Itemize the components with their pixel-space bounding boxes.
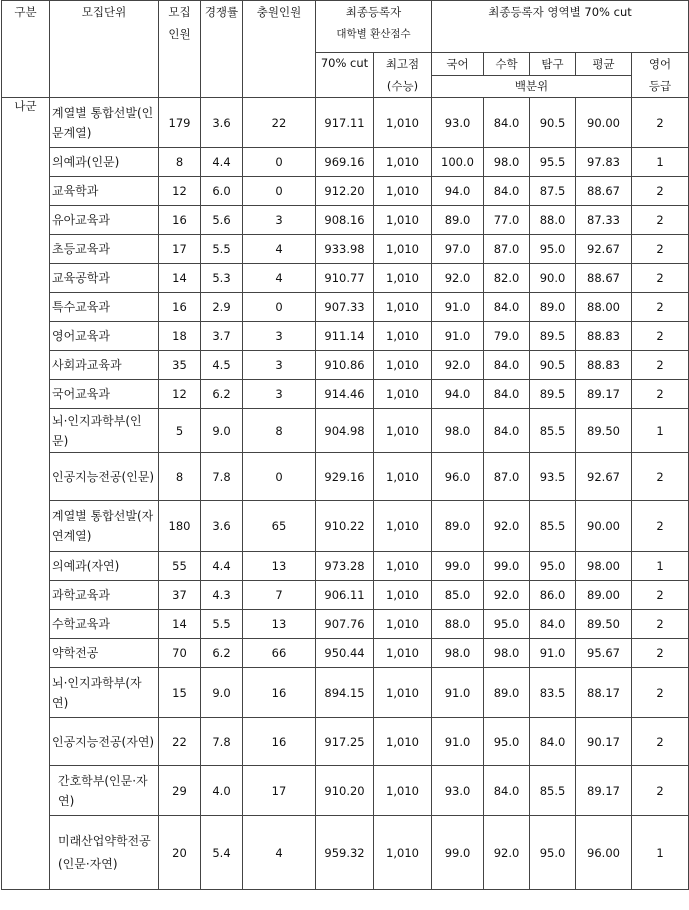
table-row: [2, 98, 689, 148]
math-cell: 92.0: [484, 501, 530, 552]
cut70-cell: 959.32: [316, 816, 374, 890]
table-row: [2, 235, 689, 264]
english-cell: 2: [632, 453, 689, 501]
table-row: [2, 668, 689, 718]
inquiry-cell: 91.0: [530, 639, 576, 668]
additional-cell: 3: [243, 380, 316, 409]
quota-cell: 8: [159, 453, 201, 501]
additional-cell: 16: [243, 668, 316, 718]
table-row: [2, 380, 689, 409]
competition-cell: 4.4: [201, 552, 243, 581]
table-row: [2, 351, 689, 380]
quota-cell: 179: [159, 98, 201, 148]
math-cell: 82.0: [484, 264, 530, 293]
unit-name: 의예과(인문): [50, 148, 159, 177]
additional-cell: 7: [243, 581, 316, 610]
average-cell: 90.00: [576, 98, 632, 148]
header-average: 평균: [576, 53, 632, 76]
quota-cell: 12: [159, 380, 201, 409]
unit-name: 뇌·인지과학부(자연): [50, 668, 159, 718]
inquiry-cell: 90.5: [530, 98, 576, 148]
max-cell: 1,010: [374, 322, 432, 351]
average-cell: 88.83: [576, 322, 632, 351]
inquiry-cell: 95.0: [530, 816, 576, 890]
average-cell: 88.67: [576, 264, 632, 293]
unit-name: 특수교육과: [50, 293, 159, 322]
english-cell: 2: [632, 322, 689, 351]
korean-cell: 91.0: [432, 293, 484, 322]
additional-cell: 0: [243, 293, 316, 322]
table-row: [2, 322, 689, 351]
cut70-cell: 911.14: [316, 322, 374, 351]
average-cell: 97.83: [576, 148, 632, 177]
header-competition: 경쟁률: [201, 1, 243, 98]
header-group: 구분: [2, 1, 50, 98]
average-cell: 88.17: [576, 668, 632, 718]
inquiry-cell: 95.0: [530, 235, 576, 264]
group-label: 나군: [2, 98, 50, 890]
competition-cell: 6.0: [201, 177, 243, 206]
competition-cell: 5.3: [201, 264, 243, 293]
korean-cell: 93.0: [432, 98, 484, 148]
unit-name: 유아교육과: [50, 206, 159, 235]
korean-cell: 100.0: [432, 148, 484, 177]
unit-name: 국어교육과: [50, 380, 159, 409]
quota-cell: 18: [159, 322, 201, 351]
header-final-score: 최종등록자 대학별 환산점수: [316, 1, 432, 53]
header-final-area: 최종등록자 영역별 70% cut: [432, 1, 689, 53]
competition-cell: 5.6: [201, 206, 243, 235]
header-row-1: [2, 1, 689, 53]
cut70-cell: 914.46: [316, 380, 374, 409]
english-cell: 1: [632, 552, 689, 581]
table-row: [2, 639, 689, 668]
competition-cell: 6.2: [201, 639, 243, 668]
unit-name: 사회과교육과: [50, 351, 159, 380]
additional-cell: 17: [243, 766, 316, 816]
english-cell: 2: [632, 668, 689, 718]
header-cut70: 70% cut: [316, 53, 374, 98]
inquiry-cell: 93.5: [530, 453, 576, 501]
average-cell: 90.17: [576, 718, 632, 766]
quota-cell: 8: [159, 148, 201, 177]
english-cell: 1: [632, 409, 689, 453]
header-english: 영어 등급: [632, 53, 689, 98]
header-math: 수학: [484, 53, 530, 76]
additional-cell: 4: [243, 816, 316, 890]
cut70-cell: 910.20: [316, 766, 374, 816]
english-cell: 2: [632, 293, 689, 322]
quota-cell: 14: [159, 264, 201, 293]
english-cell: 2: [632, 639, 689, 668]
cut70-cell: 973.28: [316, 552, 374, 581]
average-cell: 89.17: [576, 380, 632, 409]
competition-cell: 3.6: [201, 98, 243, 148]
competition-cell: 7.8: [201, 453, 243, 501]
cut70-cell: 908.16: [316, 206, 374, 235]
unit-name: 수학교육과: [50, 610, 159, 639]
math-cell: 84.0: [484, 293, 530, 322]
unit-name: 초등교육과: [50, 235, 159, 264]
korean-cell: 96.0: [432, 453, 484, 501]
cut70-cell: 950.44: [316, 639, 374, 668]
math-cell: 84.0: [484, 409, 530, 453]
quota-cell: 22: [159, 718, 201, 766]
inquiry-cell: 90.0: [530, 264, 576, 293]
competition-cell: 2.9: [201, 293, 243, 322]
korean-cell: 97.0: [432, 235, 484, 264]
inquiry-cell: 90.5: [530, 351, 576, 380]
average-cell: 89.50: [576, 610, 632, 639]
inquiry-cell: 95.0: [530, 552, 576, 581]
math-cell: 84.0: [484, 380, 530, 409]
max-cell: 1,010: [374, 293, 432, 322]
math-cell: 95.0: [484, 610, 530, 639]
cut70-cell: 904.98: [316, 409, 374, 453]
cut70-cell: 906.11: [316, 581, 374, 610]
unit-name: 계열별 통합선발(인문계열): [50, 98, 159, 148]
korean-cell: 94.0: [432, 177, 484, 206]
korean-cell: 88.0: [432, 610, 484, 639]
table-row: [2, 206, 689, 235]
inquiry-cell: 85.5: [530, 501, 576, 552]
inquiry-cell: 85.5: [530, 409, 576, 453]
english-cell: 2: [632, 351, 689, 380]
header-korean: 국어: [432, 53, 484, 76]
additional-cell: 0: [243, 177, 316, 206]
inquiry-cell: 84.0: [530, 610, 576, 639]
table-row: [2, 148, 689, 177]
competition-cell: 3.6: [201, 501, 243, 552]
math-cell: 84.0: [484, 766, 530, 816]
cut70-cell: 929.16: [316, 453, 374, 501]
average-cell: 88.83: [576, 351, 632, 380]
quota-cell: 70: [159, 639, 201, 668]
max-cell: 1,010: [374, 380, 432, 409]
competition-cell: 6.2: [201, 380, 243, 409]
header-inquiry: 탐구: [530, 53, 576, 76]
table-row: [2, 610, 689, 639]
additional-cell: 0: [243, 148, 316, 177]
korean-cell: 89.0: [432, 206, 484, 235]
korean-cell: 91.0: [432, 322, 484, 351]
max-cell: 1,010: [374, 453, 432, 501]
english-cell: 2: [632, 177, 689, 206]
english-cell: 2: [632, 766, 689, 816]
english-cell: 2: [632, 718, 689, 766]
math-cell: 87.0: [484, 453, 530, 501]
korean-cell: 92.0: [432, 351, 484, 380]
unit-name: 계열별 통합선발(자연계열): [50, 501, 159, 552]
max-cell: 1,010: [374, 639, 432, 668]
max-cell: 1,010: [374, 501, 432, 552]
max-cell: 1,010: [374, 177, 432, 206]
math-cell: 99.0: [484, 552, 530, 581]
math-cell: 92.0: [484, 816, 530, 890]
math-cell: 84.0: [484, 351, 530, 380]
quota-cell: 5: [159, 409, 201, 453]
korean-cell: 89.0: [432, 501, 484, 552]
average-cell: 92.67: [576, 453, 632, 501]
quota-cell: 14: [159, 610, 201, 639]
max-cell: 1,010: [374, 409, 432, 453]
average-cell: 87.33: [576, 206, 632, 235]
additional-cell: 16: [243, 718, 316, 766]
math-cell: 79.0: [484, 322, 530, 351]
additional-cell: 65: [243, 501, 316, 552]
english-cell: 2: [632, 581, 689, 610]
unit-name: 미래산업약학전공(인문·자연): [50, 816, 159, 890]
max-cell: 1,010: [374, 668, 432, 718]
max-cell: 1,010: [374, 581, 432, 610]
max-cell: 1,010: [374, 766, 432, 816]
korean-cell: 99.0: [432, 816, 484, 890]
additional-cell: 66: [243, 639, 316, 668]
unit-name: 영어교육과: [50, 322, 159, 351]
quota-cell: 55: [159, 552, 201, 581]
table-row: [2, 581, 689, 610]
cut70-cell: 894.15: [316, 668, 374, 718]
quota-cell: 17: [159, 235, 201, 264]
inquiry-cell: 89.5: [530, 322, 576, 351]
math-cell: 98.0: [484, 148, 530, 177]
competition-cell: 9.0: [201, 409, 243, 453]
quota-cell: 12: [159, 177, 201, 206]
header-max-score: 최고점 (수능): [374, 53, 432, 98]
average-cell: 96.00: [576, 816, 632, 890]
unit-name: 뇌·인지과학부(인문): [50, 409, 159, 453]
header-additional: 충원인원: [243, 1, 316, 98]
cut70-cell: 917.11: [316, 98, 374, 148]
competition-cell: 4.0: [201, 766, 243, 816]
average-cell: 89.00: [576, 581, 632, 610]
max-cell: 1,010: [374, 235, 432, 264]
korean-cell: 94.0: [432, 380, 484, 409]
max-cell: 1,010: [374, 148, 432, 177]
cut70-cell: 910.22: [316, 501, 374, 552]
additional-cell: 3: [243, 322, 316, 351]
english-cell: 2: [632, 98, 689, 148]
unit-name: 간호학부(인문·자연): [50, 766, 159, 816]
korean-cell: 92.0: [432, 264, 484, 293]
korean-cell: 98.0: [432, 409, 484, 453]
quota-cell: 29: [159, 766, 201, 816]
additional-cell: 4: [243, 235, 316, 264]
inquiry-cell: 89.5: [530, 380, 576, 409]
competition-cell: 5.4: [201, 816, 243, 890]
cut70-cell: 917.25: [316, 718, 374, 766]
max-cell: 1,010: [374, 264, 432, 293]
inquiry-cell: 89.0: [530, 293, 576, 322]
english-cell: 2: [632, 380, 689, 409]
inquiry-cell: 86.0: [530, 581, 576, 610]
math-cell: 77.0: [484, 206, 530, 235]
unit-name: 의예과(자연): [50, 552, 159, 581]
table-row: [2, 264, 689, 293]
table-row: [2, 552, 689, 581]
additional-cell: 8: [243, 409, 316, 453]
additional-cell: 13: [243, 610, 316, 639]
max-cell: 1,010: [374, 206, 432, 235]
korean-cell: 85.0: [432, 581, 484, 610]
average-cell: 98.00: [576, 552, 632, 581]
additional-cell: 22: [243, 98, 316, 148]
table-row: [2, 766, 689, 816]
quota-cell: 15: [159, 668, 201, 718]
math-cell: 92.0: [484, 581, 530, 610]
average-cell: 89.50: [576, 409, 632, 453]
inquiry-cell: 95.5: [530, 148, 576, 177]
additional-cell: 3: [243, 206, 316, 235]
english-cell: 2: [632, 610, 689, 639]
average-cell: 88.00: [576, 293, 632, 322]
additional-cell: 4: [243, 264, 316, 293]
inquiry-cell: 87.5: [530, 177, 576, 206]
average-cell: 95.67: [576, 639, 632, 668]
table-row: [2, 501, 689, 552]
max-cell: 1,010: [374, 610, 432, 639]
max-cell: 1,010: [374, 98, 432, 148]
inquiry-cell: 83.5: [530, 668, 576, 718]
table-row: [2, 293, 689, 322]
korean-cell: 98.0: [432, 639, 484, 668]
unit-name: 교육학과: [50, 177, 159, 206]
additional-cell: 3: [243, 351, 316, 380]
math-cell: 89.0: [484, 668, 530, 718]
english-cell: 2: [632, 264, 689, 293]
additional-cell: 0: [243, 453, 316, 501]
quota-cell: 16: [159, 293, 201, 322]
max-cell: 1,010: [374, 816, 432, 890]
table-row: [2, 718, 689, 766]
quota-cell: 35: [159, 351, 201, 380]
header-unit: 모집단위: [50, 1, 159, 98]
cut70-cell: 933.98: [316, 235, 374, 264]
competition-cell: 4.3: [201, 581, 243, 610]
unit-name: 인공지능전공(자연): [50, 718, 159, 766]
table-row: [2, 409, 689, 453]
unit-name: 과학교육과: [50, 581, 159, 610]
cut70-cell: 910.77: [316, 264, 374, 293]
cut70-cell: 907.76: [316, 610, 374, 639]
competition-cell: 3.7: [201, 322, 243, 351]
competition-cell: 7.8: [201, 718, 243, 766]
quota-cell: 180: [159, 501, 201, 552]
competition-cell: 9.0: [201, 668, 243, 718]
table-row: [2, 177, 689, 206]
cut70-cell: 907.33: [316, 293, 374, 322]
header-percentile: 백분위: [432, 75, 632, 98]
admission-score-table: [1, 0, 689, 890]
quota-cell: 20: [159, 816, 201, 890]
korean-cell: 99.0: [432, 552, 484, 581]
quota-cell: 37: [159, 581, 201, 610]
average-cell: 92.67: [576, 235, 632, 264]
competition-cell: 5.5: [201, 235, 243, 264]
average-cell: 88.67: [576, 177, 632, 206]
additional-cell: 13: [243, 552, 316, 581]
max-cell: 1,010: [374, 552, 432, 581]
inquiry-cell: 88.0: [530, 206, 576, 235]
unit-name: 약학전공: [50, 639, 159, 668]
unit-name: 인공지능전공(인문): [50, 453, 159, 501]
math-cell: 84.0: [484, 177, 530, 206]
cut70-cell: 912.20: [316, 177, 374, 206]
math-cell: 87.0: [484, 235, 530, 264]
competition-cell: 5.5: [201, 610, 243, 639]
competition-cell: 4.4: [201, 148, 243, 177]
average-cell: 90.00: [576, 501, 632, 552]
english-cell: 1: [632, 816, 689, 890]
korean-cell: 93.0: [432, 766, 484, 816]
unit-name: 교육공학과: [50, 264, 159, 293]
english-cell: 2: [632, 501, 689, 552]
english-cell: 1: [632, 148, 689, 177]
korean-cell: 91.0: [432, 718, 484, 766]
average-cell: 89.17: [576, 766, 632, 816]
max-cell: 1,010: [374, 351, 432, 380]
korean-cell: 91.0: [432, 668, 484, 718]
max-cell: 1,010: [374, 718, 432, 766]
cut70-cell: 910.86: [316, 351, 374, 380]
math-cell: 84.0: [484, 98, 530, 148]
english-cell: 2: [632, 235, 689, 264]
quota-cell: 16: [159, 206, 201, 235]
header-quota: 모집 인원: [159, 1, 201, 98]
table-row: [2, 816, 689, 890]
inquiry-cell: 85.5: [530, 766, 576, 816]
math-cell: 98.0: [484, 639, 530, 668]
english-cell: 2: [632, 206, 689, 235]
cut70-cell: 969.16: [316, 148, 374, 177]
inquiry-cell: 84.0: [530, 718, 576, 766]
table-row: [2, 453, 689, 501]
math-cell: 95.0: [484, 718, 530, 766]
competition-cell: 4.5: [201, 351, 243, 380]
